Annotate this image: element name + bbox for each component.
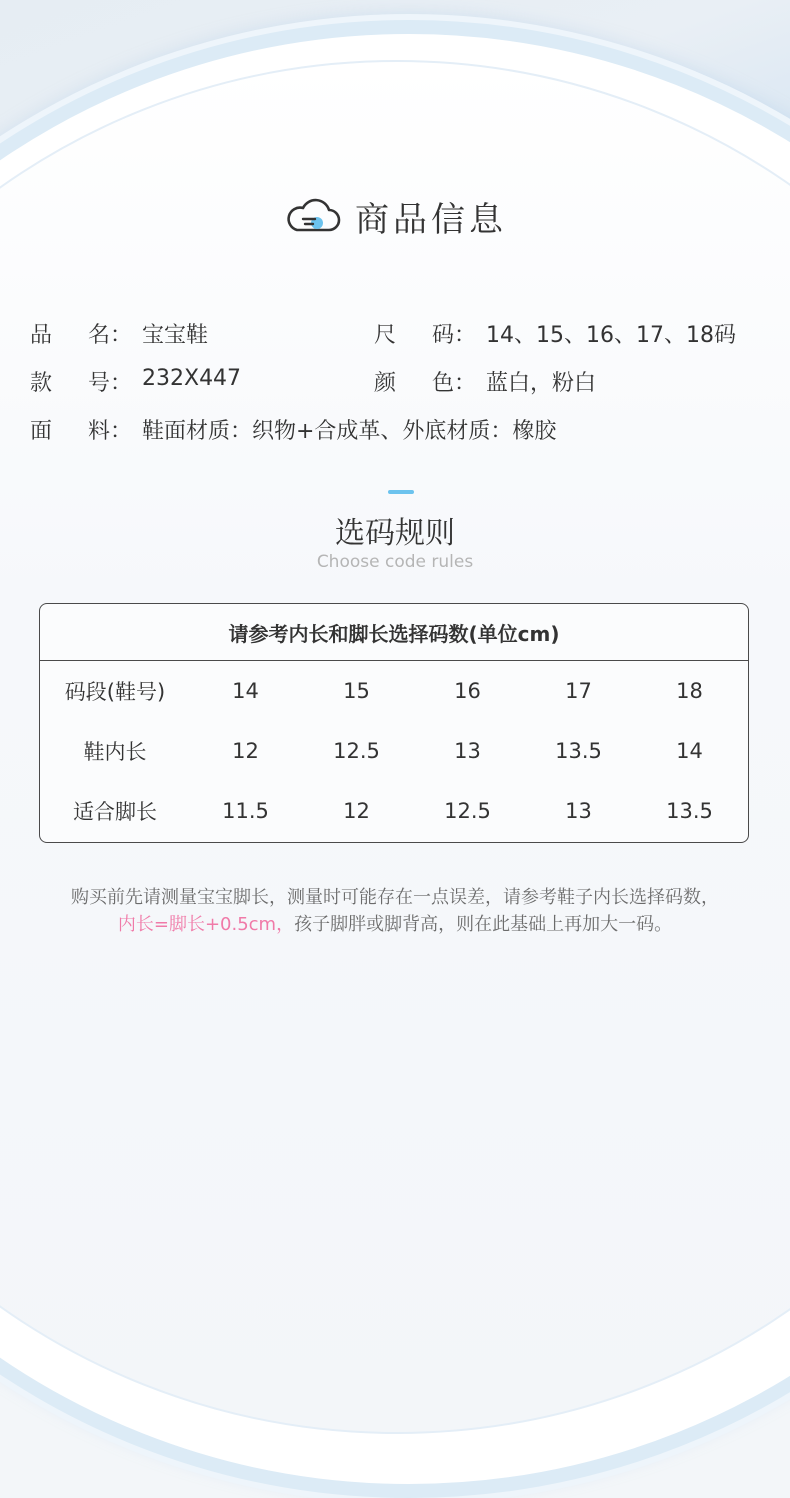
table-cell: 18 (676, 679, 703, 703)
table-cell: 13.5 (666, 799, 713, 823)
row-label: 码段(鞋号) (64, 680, 166, 704)
table-row (40, 721, 748, 781)
info-row: 款 号： 232X447 颜 色： 蓝白，粉白 (30, 366, 597, 396)
product-info (30, 318, 770, 462)
table-row (40, 781, 748, 841)
table-row (40, 661, 748, 721)
table-cell: 15 (343, 679, 370, 703)
info-row: 面 料： 鞋面材质：织物+合成革、外底材质：橡胶 (30, 414, 770, 462)
note-line-2 (0, 911, 790, 938)
table-header: 请参考内长和脚长选择码数(单位cm) (40, 604, 748, 661)
note-line-1: 购买前先请测量宝宝脚长，测量时可能存在一点误差，请参考鞋子内长选择码数， (71, 887, 719, 908)
table-cell: 12.5 (333, 739, 380, 763)
size-note (0, 884, 790, 938)
size-section-subtitle: Choose code rules (316, 552, 474, 572)
table-cell: 12 (232, 739, 259, 763)
section-header (0, 188, 790, 244)
section-divider (388, 490, 414, 494)
table-cell: 12 (343, 799, 370, 823)
size-table (39, 603, 749, 843)
info-value-model: 232X447 (142, 366, 242, 391)
table-cell: 12.5 (444, 799, 491, 823)
info-value-material: 鞋面材质：织物+合成革、外底材质：橡胶 (142, 419, 557, 444)
table-cell: 13 (565, 799, 592, 823)
info-value-size: 14、15、16、17、18码 (486, 323, 736, 348)
table-cell: 14 (676, 739, 703, 763)
table-cell: 13.5 (555, 739, 602, 763)
note-formula: 内长=脚长+0.5cm， (117, 914, 295, 935)
table-cell: 11.5 (222, 799, 269, 823)
note-line-2-text: 孩子脚胖或脚背高，则在此基础上再加大一码。 (294, 914, 673, 935)
page-title: 商品信息 (355, 199, 507, 240)
cloud-icon (283, 196, 343, 236)
info-value-color: 蓝白，粉白 (486, 371, 597, 396)
table-cell: 16 (454, 679, 481, 703)
table-cell: 14 (232, 679, 259, 703)
table-cell: 17 (565, 679, 592, 703)
table-cell: 13 (454, 739, 481, 763)
info-value-name: 宝宝鞋 (142, 323, 209, 348)
size-section-title: 选码规则 (335, 516, 455, 551)
info-row: 品 名： 宝宝鞋 尺 码： 14、15、16、17、18码 (30, 318, 770, 366)
row-label: 适合脚长 (73, 800, 157, 824)
row-label: 鞋内长 (83, 740, 147, 764)
